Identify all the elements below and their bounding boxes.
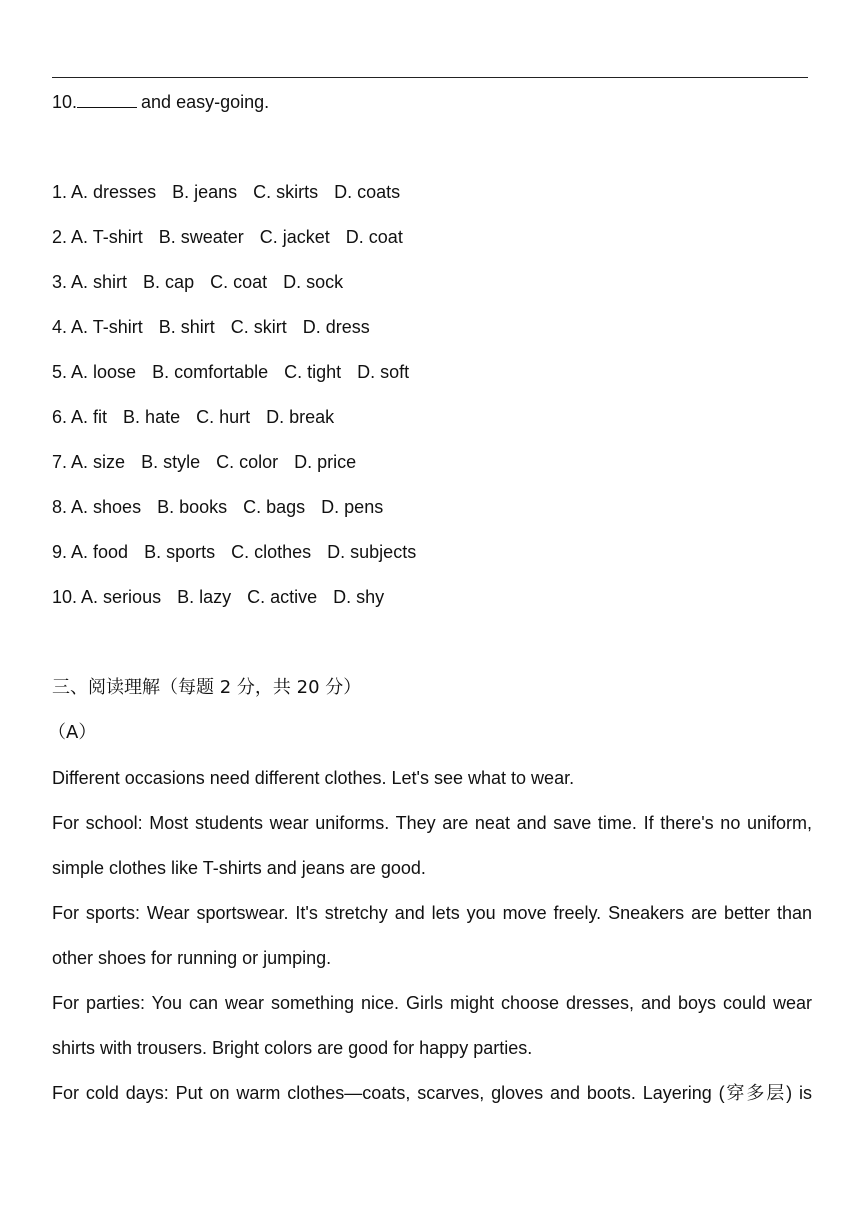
option-choice[interactable]: A. dresses	[71, 182, 157, 202]
passage-line: shirts with trousers. Bright colors are good for happy parties.	[52, 1038, 533, 1058]
option-choice[interactable]: A. T-shirt	[71, 317, 143, 337]
option-choice[interactable]: D. coat	[345, 227, 403, 247]
option-row	[52, 585, 384, 609]
option-choice[interactable]: D. soft	[357, 362, 410, 382]
option-choice[interactable]: B. cap	[143, 272, 195, 292]
option-row	[52, 540, 416, 564]
passage-line: simple clothes like T-shirts and jeans are good.	[52, 858, 426, 878]
option-row	[52, 495, 383, 519]
option-choice[interactable]: D. sock	[283, 272, 344, 292]
option-choice[interactable]: C. hurt	[196, 407, 251, 427]
option-number: 7.	[52, 452, 68, 472]
option-choice[interactable]: C. bags	[243, 497, 306, 517]
option-choice[interactable]: C. clothes	[231, 542, 312, 562]
option-number: 2.	[52, 227, 68, 247]
option-number: 5.	[52, 362, 68, 382]
option-choice[interactable]: C. active	[247, 587, 318, 607]
option-choice[interactable]: D. subjects	[327, 542, 417, 562]
passage-line: other shoes for running or jumping.	[52, 948, 332, 968]
option-choice[interactable]: B. jeans	[172, 182, 238, 202]
option-number: 6.	[52, 407, 68, 427]
option-choice[interactable]: C. coat	[210, 272, 268, 292]
passage-line: For school: Most students wear uniforms. They are neat and save time. If there's no uniform,	[52, 813, 812, 833]
option-choice[interactable]: B. shirt	[158, 317, 215, 337]
option-choice[interactable]: A. T-shirt	[71, 227, 143, 247]
option-choice[interactable]: C. tight	[284, 362, 342, 382]
option-number: 8.	[52, 497, 68, 517]
option-choice[interactable]: B. lazy	[177, 587, 232, 607]
option-row	[52, 270, 343, 294]
option-choice[interactable]: C. skirts	[253, 182, 319, 202]
passage-line: For sports: Wear sportswear. It's stretchy and lets you move freely. Sneakers are better than	[52, 903, 812, 923]
option-choice[interactable]: B. sweater	[158, 227, 244, 247]
option-choice[interactable]: D. dress	[302, 317, 370, 337]
option-choice[interactable]: D. pens	[321, 497, 384, 517]
option-choice[interactable]: B. hate	[123, 407, 181, 427]
option-choice[interactable]: B. comfortable	[152, 362, 269, 382]
option-choice[interactable]: B. style	[141, 452, 201, 472]
option-choice[interactable]: D. shy	[333, 587, 385, 607]
section-title: 三、阅读理解（每题 2 分，共 20 分）	[52, 677, 362, 698]
option-number: 4.	[52, 317, 68, 337]
option-choice[interactable]: A. loose	[71, 362, 137, 382]
option-row	[52, 315, 370, 339]
document-page	[48, 0, 812, 1216]
option-number: 9.	[52, 542, 68, 562]
option-row	[52, 180, 400, 204]
passage-line: For cold days: Put on warm clothes—coats, scarves, gloves and boots. Layering (穿多层) is	[52, 1083, 812, 1103]
option-choice[interactable]: D. break	[266, 407, 335, 427]
option-choice[interactable]: A. fit	[71, 407, 108, 427]
answer-blank[interactable]	[77, 91, 137, 108]
option-choice[interactable]: C. skirt	[230, 317, 287, 337]
option-choice[interactable]: B. books	[157, 497, 228, 517]
passage-line: For parties: You can wear something nice. Girls might choose dresses, and boys could wear	[52, 993, 812, 1013]
question-10-line	[52, 90, 269, 114]
option-row	[52, 360, 409, 384]
option-choice[interactable]: A. shoes	[71, 497, 142, 517]
option-number: 1.	[52, 182, 68, 202]
option-choice[interactable]: A. size	[71, 452, 126, 472]
option-choice[interactable]: D. price	[294, 452, 357, 472]
option-choice[interactable]: A. shirt	[71, 272, 128, 292]
option-number: 10.	[52, 587, 78, 607]
option-row	[52, 225, 403, 249]
passage-label: （A）	[48, 722, 97, 743]
option-row	[52, 405, 334, 429]
option-number: 3.	[52, 272, 68, 292]
option-choice[interactable]: C. color	[216, 452, 279, 472]
option-row	[52, 450, 356, 474]
option-choice[interactable]: A. food	[71, 542, 129, 562]
header-divider	[52, 77, 808, 78]
option-choice[interactable]: C. jacket	[259, 227, 330, 247]
question-10-number: 10.	[52, 92, 78, 112]
passage-line: Different occasions need different clothes. Let's see what to wear.	[52, 768, 575, 788]
option-choice[interactable]: A. serious	[81, 587, 162, 607]
option-choice[interactable]: D. coats	[334, 182, 401, 202]
option-choice[interactable]: B. sports	[144, 542, 216, 562]
question-10-text: and easy-going.	[141, 92, 270, 112]
